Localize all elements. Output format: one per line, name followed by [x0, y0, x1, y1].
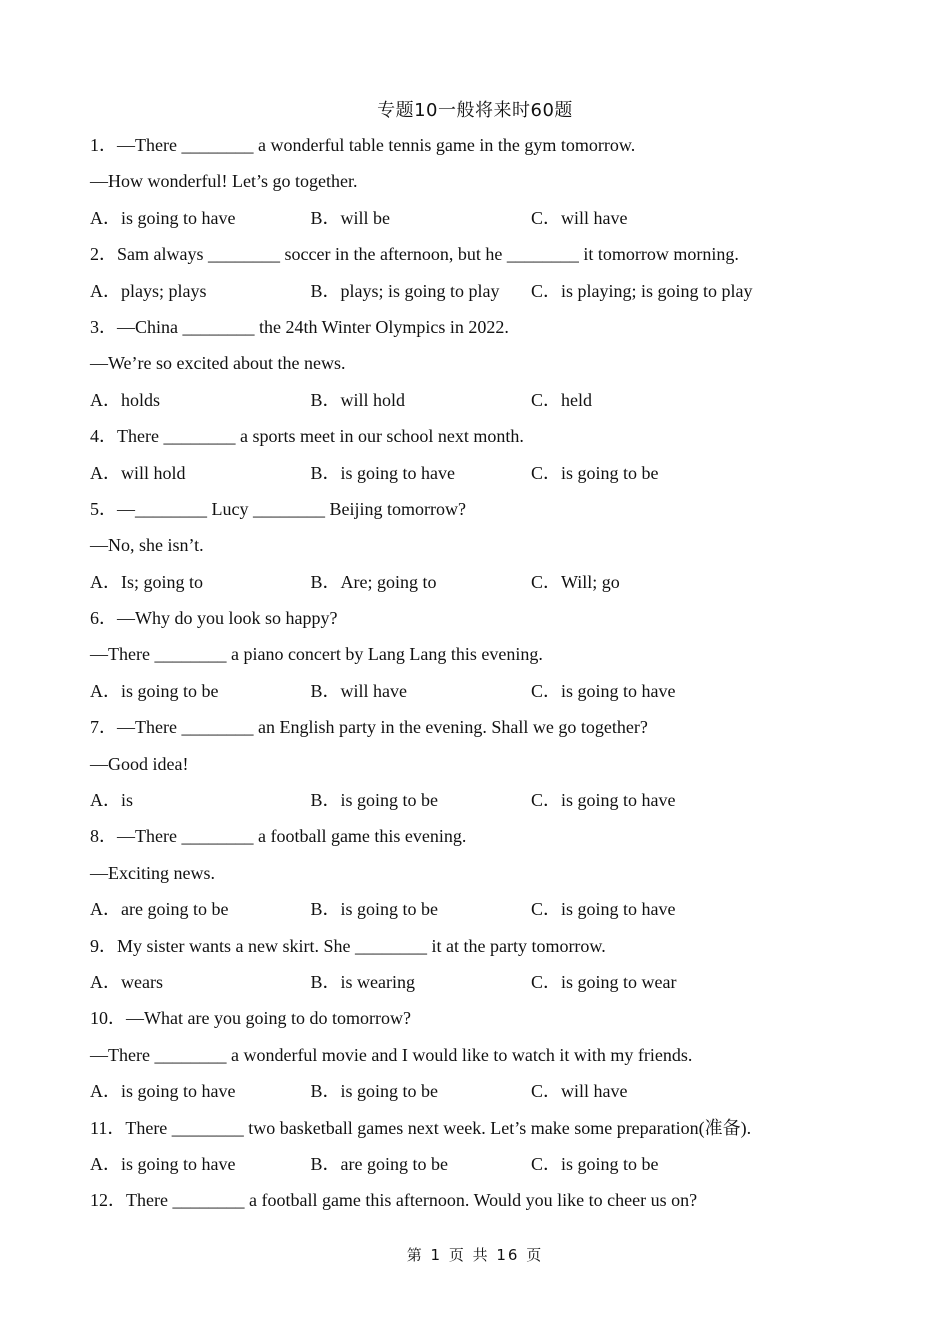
option-c: C．held: [531, 389, 592, 410]
question-stem: 5．—________ Lucy ________ Beijing tomorrow?: [90, 498, 466, 519]
question-list: [90, 127, 890, 1219]
option-a: A．plays; plays: [90, 280, 207, 301]
option-b: B．are going to be: [310, 1153, 448, 1174]
option-a: A．will hold: [90, 462, 186, 483]
option-c: C．is playing; is going to play: [531, 280, 753, 301]
dialogue-reply: —There ________ a wonderful movie and I would like to watch it with my friends.: [90, 1044, 693, 1065]
answer-options: [90, 964, 890, 1000]
option-b: B．is going to be: [310, 899, 439, 920]
question-stem: 3．—China ________ the 24th Winter Olympics in 2022.: [90, 316, 509, 337]
dialogue-reply: —How wonderful! Let’s go together.: [90, 171, 358, 192]
option-a: A．wears: [90, 971, 163, 992]
option-c: C．is going to be: [531, 462, 659, 483]
answer-options: [90, 273, 890, 309]
dialogue-reply: —Exciting news.: [90, 862, 215, 883]
option-c: C．is going to have: [531, 680, 676, 701]
option-b: B．will hold: [310, 389, 406, 410]
answer-options: [90, 782, 890, 818]
option-a: A．is going to have: [90, 1153, 236, 1174]
option-c: C．will have: [531, 207, 628, 228]
option-b: B．is going to be: [310, 1081, 439, 1102]
question-stem: 1．—There ________ a wonderful table tennis game in the gym tomorrow.: [90, 135, 636, 155]
option-a: A．is going to have: [90, 1081, 236, 1102]
answer-options: [90, 673, 890, 709]
answer-options: [90, 382, 890, 418]
answer-options: [90, 891, 890, 927]
dialogue-reply: —No, she isn’t.: [90, 535, 204, 556]
option-b: B．is going to have: [310, 462, 455, 483]
answer-options: [90, 1146, 890, 1182]
dialogue-reply: —We’re so excited about the news.: [90, 353, 346, 374]
option-a: A．is going to be: [90, 680, 219, 701]
question-stem: 12．There ________ a football game this afternoon. Would you like to cheer us on?: [90, 1190, 698, 1211]
question-stem: 4．There ________ a sports meet in our school next month.: [90, 426, 524, 447]
question-stem: 11．There ________ two basketball games next week. Let’s make some preparation(准备).: [90, 1117, 752, 1138]
option-b: B．plays; is going to play: [310, 280, 500, 301]
question-stem: 9．My sister wants a new skirt. She ________ it at the party tomorrow.: [90, 935, 606, 956]
answer-options: [90, 455, 890, 491]
option-a: A．Is; going to: [90, 571, 204, 592]
dialogue-reply: —Good idea!: [90, 753, 189, 774]
page-footer: 第 1 页 共 16 页: [406, 1246, 544, 1264]
option-b: B．will have: [310, 680, 407, 701]
option-b: B．is wearing: [310, 971, 415, 992]
option-a: A．are going to be: [90, 899, 229, 920]
question-stem: 7．—There ________ an English party in the evening. Shall we go together?: [90, 717, 648, 738]
option-b: B．Are; going to: [310, 571, 437, 592]
option-c: C．Will; go: [531, 571, 620, 592]
answer-options: [90, 200, 890, 236]
option-c: C．is going to have: [531, 790, 676, 811]
option-c: C．will have: [531, 1081, 628, 1102]
option-c: C．is going to have: [531, 899, 676, 920]
dialogue-reply: —There ________ a piano concert by Lang Lang this evening.: [90, 644, 543, 665]
question-stem: 2．Sam always ________ soccer in the afternoon, but he ________ it tomorrow morning.: [90, 244, 739, 265]
question-stem: 6．—Why do you look so happy?: [90, 608, 338, 629]
question-stem: 10．—What are you going to do tomorrow?: [90, 1008, 411, 1029]
option-c: C．is going to wear: [531, 971, 677, 992]
question-stem: 8．—There ________ a football game this evening.: [90, 826, 467, 847]
answer-options: [90, 564, 890, 600]
option-a: A．is: [90, 790, 134, 811]
option-b: B．will be: [310, 207, 390, 228]
page-title: 专题10一般将来时60题: [377, 100, 573, 121]
option-b: B．is going to be: [310, 790, 439, 811]
answer-options: [90, 1073, 890, 1109]
option-a: A．holds: [90, 389, 161, 410]
option-a: A．is going to have: [90, 207, 236, 228]
option-c: C．is going to be: [531, 1153, 659, 1174]
